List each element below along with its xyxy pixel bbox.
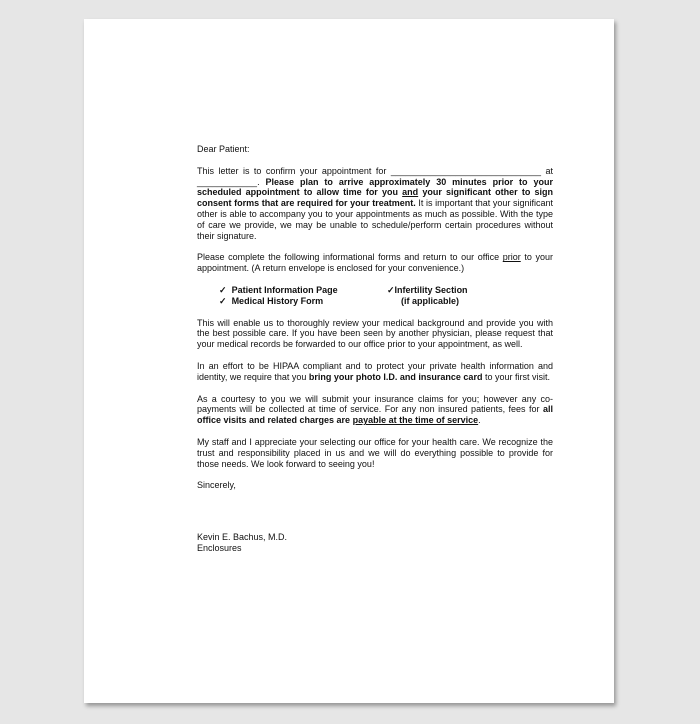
closing: Sincerely, xyxy=(197,480,236,491)
letter-body xyxy=(197,144,553,554)
p1-bold-and: and xyxy=(402,187,419,198)
paragraph-records: This will enable us to thoroughly review your medical background and provide you with the best possible care. If you have been seen by another physician, please request that your medical records be forwarded to our office prior to your appointment, as well. xyxy=(197,317,553,350)
p2-prior: prior xyxy=(502,252,521,263)
signature-name: Kevin E. Bachus, M.D. xyxy=(197,532,288,543)
p4-text-a: In an effort to be HIPAA compliant and to protect your private health information and identity, we require that you xyxy=(197,360,553,382)
paragraph-confirmation xyxy=(197,166,553,242)
greeting: Dear Patient: xyxy=(197,144,250,154)
checklist-label: Infertility Section xyxy=(394,284,468,295)
p5-text-a: As a courtesy to you we will submit your insurance claims for you; however any co-payments will be collected at time of service. For any non insured patients, fees for xyxy=(197,393,553,415)
p5-bold-underline-c: payable at the time of service xyxy=(352,415,479,426)
p1-text-e: It is important that your significant other is able to accompany you to your appointments as much as possible. With the type of care we provide, we may be unable to schedule/perform certain procedures without their signature. xyxy=(197,198,553,241)
checklist-item-medical-history xyxy=(219,296,387,307)
p5-bold-b: all office visits and related charges are xyxy=(197,404,553,426)
p2-text-a: Please complete the following informational forms and return to our office xyxy=(197,252,500,263)
checklist-item-patient-info xyxy=(219,285,387,296)
check-icon: ✓ xyxy=(387,284,395,295)
paragraph-insurance xyxy=(197,394,553,426)
signature-space xyxy=(197,502,553,532)
check-icon: ✓ xyxy=(219,295,227,306)
checklist-item-note: (if applicable) xyxy=(401,295,460,306)
p1-bold-d: your significant other to sign consent forms that are required for your treatment. xyxy=(197,187,553,209)
checklist-label: Patient Information Page xyxy=(231,284,338,295)
document-page xyxy=(84,19,614,703)
p5-period: . xyxy=(478,415,481,426)
enclosures-label: Enclosures xyxy=(197,542,242,553)
checklist-item-infertility xyxy=(387,285,468,296)
paragraph-hipaa xyxy=(197,361,553,383)
p2-text-c: to your appointment. (A return envelope is enclosed for your convenience.) xyxy=(197,252,553,274)
check-icon: ✓ xyxy=(219,284,227,295)
p4-text-c: to your first visit. xyxy=(484,371,550,382)
checklist-label: Medical History Form xyxy=(231,295,324,306)
p1-text-a: This letter is to confirm your appointment for ______________________________ at ____________. xyxy=(197,165,553,187)
p4-bold-b: bring your photo I.D. and insurance card xyxy=(308,371,483,382)
paragraph-forms-request xyxy=(197,252,553,274)
forms-checklist xyxy=(219,285,553,307)
paragraph-appreciation: My staff and I appreciate your selecting our office for your health care. We recognize the trust and responsibility placed in us and we will do everything possible to provide for those needs. We look forward to seeing you! xyxy=(197,436,553,469)
p1-bold-b: Please plan to arrive approximately 30 minutes prior to your scheduled appointment to allow time for you xyxy=(197,176,553,198)
